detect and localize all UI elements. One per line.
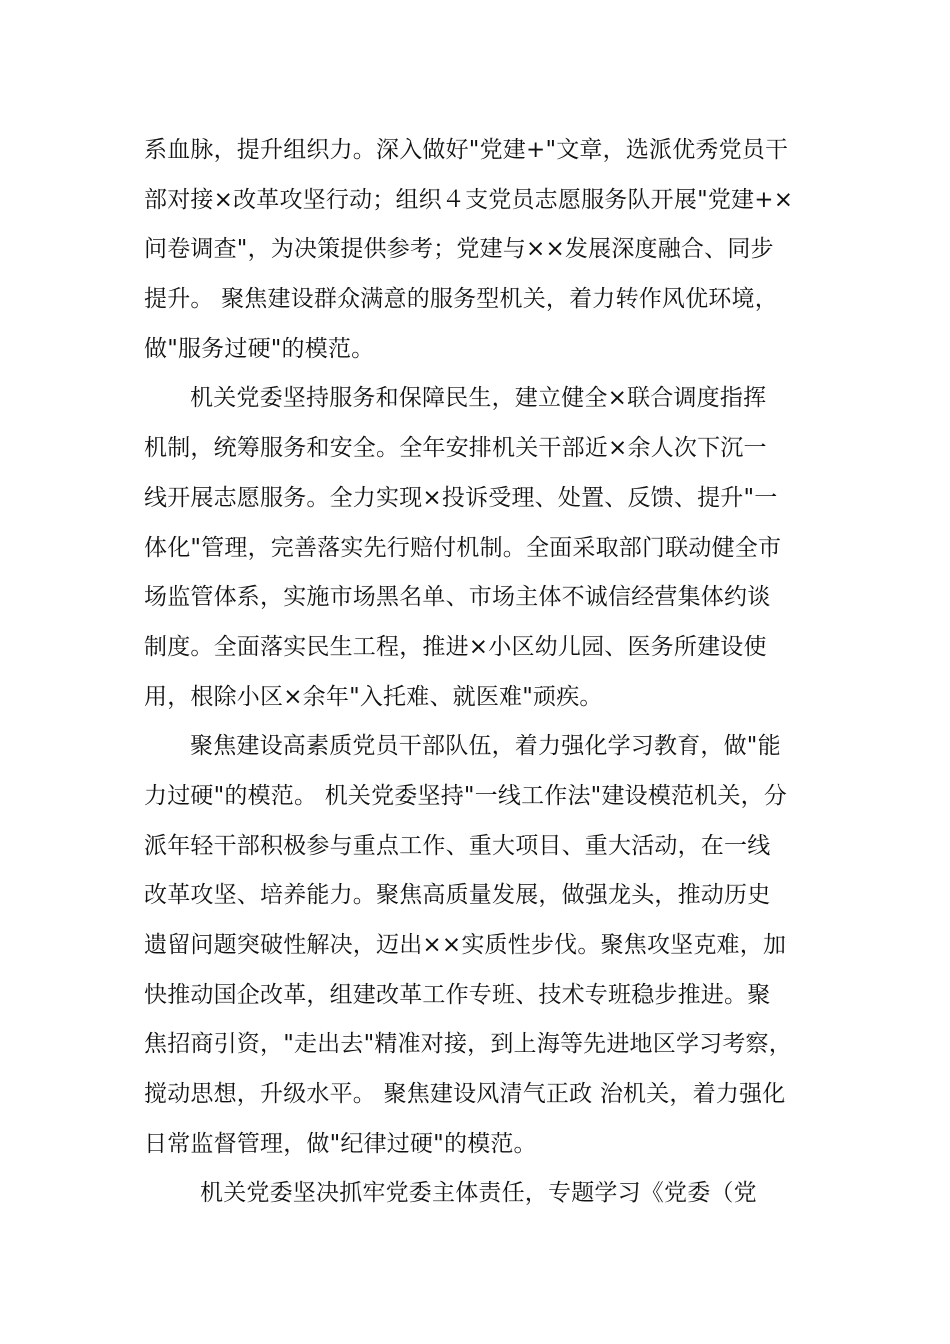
text-line: 搅动思想，升级水平。 聚焦建设风清气正政 治机关，着力强化 xyxy=(144,1081,786,1108)
text-line: 力过硬"的模范。 机关党委坚持"一线工作法"建设模范机关，分 xyxy=(144,782,788,809)
text-line: 做"服务过硬"的模范。 xyxy=(144,335,375,362)
text-line: 系血脉，提升组织力。深入做好"党建+"文章，选派优秀党员干 xyxy=(144,137,789,163)
text-line: 制度。全面落实民生工程，推进×小区幼儿园、医务所建设使 xyxy=(144,633,767,660)
text-line: 焦招商引资，"走出去"精准对接，到上海等先进地区学习考察， xyxy=(144,1031,792,1058)
text-line: 部对接×改革攻坚行动；组织４支党员志愿服务队开展"党建+× xyxy=(144,186,794,213)
text-line: 问卷调查"，为决策提供参考；党建与××发展深度融合、同步 xyxy=(144,236,774,263)
paragraph-first-line: 机关党委坚持服务和保障民生，建立健全×联合调度指挥 xyxy=(190,385,767,412)
text-line: 机制，统筹服务和安全。全年安排机关干部近×余人次下沉一 xyxy=(144,435,767,462)
document-body xyxy=(144,126,814,1219)
paragraph-first-line: 聚焦建设高素质党员干部队伍，着力强化学习教育，做"能 xyxy=(190,733,781,760)
paragraph-first-line: 机关党委坚决抓牢党委主体责任，专题学习《党委（党 xyxy=(200,1180,757,1207)
text-line: 用，根除小区×余年"入托难、就医难"顽疾。 xyxy=(144,683,603,710)
text-line: 快推动国企改革，组建改革工作专班、技术专班稳步推进。聚 xyxy=(144,981,771,1008)
text-line: 线开展志愿服务。全力实现×投诉受理、处置、反馈、提升"一 xyxy=(144,484,778,511)
text-line: 遗留问题突破性解决，迈出××实质性步伐。聚焦攻坚克难，加 xyxy=(144,932,787,958)
text-line: 派年轻干部积极参与重点工作、重大项目、重大活动，在一线 xyxy=(144,832,771,859)
text-line: 提升。 聚焦建设群众满意的服务型机关，着力转作风优环境， xyxy=(144,286,778,313)
text-line: 体化"管理，完善落实先行赔付机制。全面采取部门联动健全市 xyxy=(144,534,782,561)
text-line: 场监管体系，实施市场黑名单、市场主体不诚信经营集体约谈 xyxy=(144,584,771,611)
text-line: 日常监督管理，做"纪律过硬"的模范。 xyxy=(144,1130,537,1157)
text-line: 改革攻坚、培养能力。聚焦高质量发展，做强龙头，推动历史 xyxy=(144,882,771,909)
